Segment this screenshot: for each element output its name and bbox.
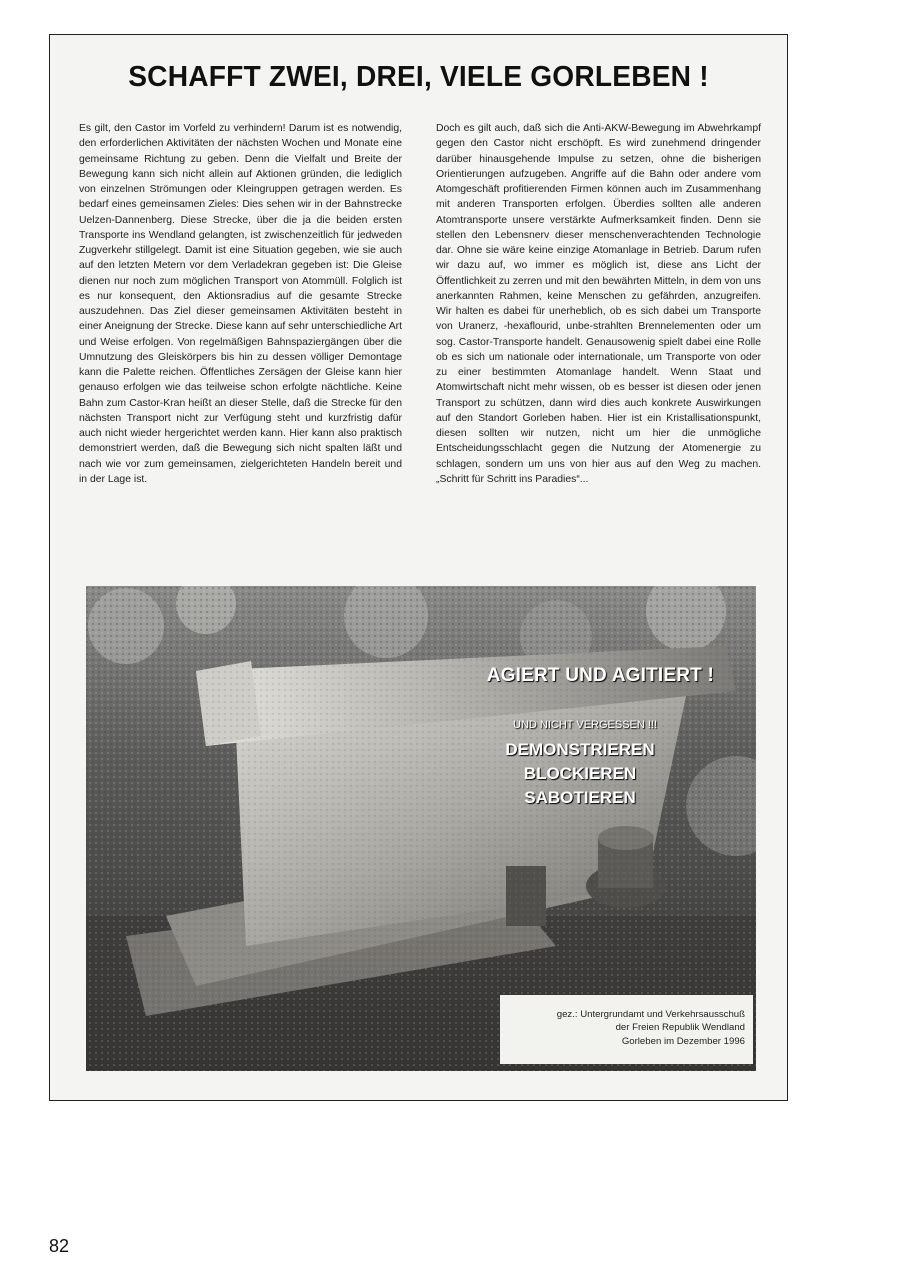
- slogan-list: [490, 738, 670, 810]
- rail-photo: [86, 586, 756, 1071]
- page-number: 82: [49, 1236, 70, 1256]
- signature-line-2: der Freien Republik Wendland: [615, 1022, 745, 1034]
- text-column-right: Doch es gilt auch, daß sich die Anti-AKW-Bewegung im Abwehrkampf gegen den Castor nicht erschöpft. Es wird zunehmend dringender darüber hinausgehende Impulse zu setzen, ohne die bisherigen Orientierungen aufzugeben. Angriffe auf die Bahn oder andere vom Atomgeschäft profitierenden Firmen können auch im Zusammenhang mit anderen Transporten erfolgen. Überdies sollten alle anderen Atomtransporte unsere verstärkte Aufmerksamkeit finden. Denn sie stellen den Lebensnerv dieser menschenverachtenden Technologie dar. Ohne sie wäre keine einzige Atomanlage in Betrieb. Darum rufen wir dazu auf, wo immer es möglich ist, diese ans Licht der Öffentlichkeit zu zerren und mit den bewährten Mitteln, in dem von uns anerkannten Rahmen, keine Menschen zu gefährden, anzugreifen. Wir halten es dabei für unerheblich, ob es sich dabei um Transporte von Uranerz, -hexaflourid, unbe-strahlten Brennelementen oder um sog. Castor-Transporte handelt. Genausowenig spielt dabei eine Rolle ob es sich um nationale oder internationale, um Transporte von oder zu einer bestimmten Atomanlage handelt. Wenn Staat und Atomwirtschaft nicht mehr wissen, ob es besser ist diesen oder jenen Transport zu schützen, dann wird dies auch konkrete Auswirkungen auf den Standort Gorleben haben. Hier ist ein Kristallisationspunkt, diesen sollten wir nutzen, nicht um hier die unmögliche Entscheidungsschlacht gegen die Nutzung der Atomenergie zu schlagen, sondern um uns von hier aus auf den Weg zu machen. „Schritt für Schritt ins Paradies“...: [436, 123, 761, 485]
- slogan-sabotieren: SABOTIEREN: [524, 788, 636, 807]
- slogan-main: AGIERT UND AGITIERT !: [486, 665, 714, 686]
- slogan-blockieren: BLOCKIEREN: [523, 764, 637, 783]
- signature-line-1: gez.: Untergrundamt und Verkehrsausschuß: [556, 1009, 745, 1020]
- slogan-sub: UND NICHT VERGESSEN !!!: [513, 719, 658, 731]
- text-column-left: Es gilt, den Castor im Vorfeld zu verhindern! Darum ist es notwendig, den erforderlichen Aktivitäten der nächsten Wochen und Monate eine gemeinsame Richtung zu geben. Denn die Vielfalt und Breite der Bewegung kann sich nicht allein auf Aktionen gründen, die lediglich von einzelnen Strömungen oder Kleingruppen getragen werden. Es bedarf eines gemeinsamen Zieles: Dies sehen wir in der Bahnstrecke Uelzen-Dannenberg. Diese Strecke, über die ja die beiden ersten Transporte ins Wendland gelangten, ist zwischenzeitlich für jedweden Zugverkehr stillgelegt. Damit ist eine Situation gegeben, wie sie auch auf den letzten Metern vor dem Verladekran gegeben ist: Die Gleise dienen nur noch zum möglichen Transport von Atommüll. Folglich ist es nur konsequent, den Aktionsradius auf die gesamte Strecke auszudehnen. Das Ziel dieser gemeinsamen Aktivitäten besteht in einer Aneignung der Strecke. Diese kann auf sehr unterschiedliche Art und Weise erfolgen. Von regelmäßigen Bahnspaziergängen über die Umnutzung des Gleiskörpers bis hin zu dessen völliger Demontage kann die Palette reichen. Öffentliches Zersägen der Gleise kann hier genauso erfolgen wie das teilweise schon erfolgte nächtliche. Keine Bahn zum Castor-Kran heißt an dieser Stelle, daß die Strecke für den nächsten Transport nicht zur Verfügung steht und kurzfristig dafür auch nicht wieder hergerichtet werden kann. Hier kann also praktisch demonstriert werden, daß die Bewegung sich nicht spalten läßt und nach wie vor zum gemeinsamen, zielgerichteten Handeln bereit und in der Lage ist.: [79, 123, 402, 485]
- signature-line-3: Gorleben im Dezember 1996: [621, 1035, 745, 1047]
- headline: SCHAFFT ZWEI, DREI, VIELE GORLEBEN !: [128, 61, 709, 93]
- signature-box: [500, 995, 753, 1064]
- scanned-page: [49, 34, 788, 1101]
- slogan-demonstrieren: DEMONSTRIEREN: [505, 740, 655, 759]
